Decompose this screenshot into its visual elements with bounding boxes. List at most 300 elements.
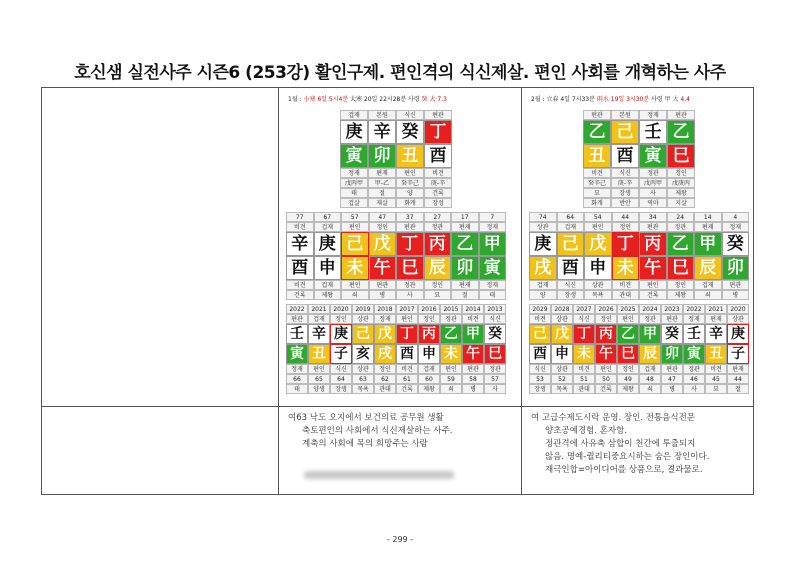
year-ten-god: 정재 [286, 364, 308, 374]
year-stage: 제왕 [418, 384, 440, 394]
hidden-stems: 戊丙甲 [340, 178, 368, 188]
twelve-stage: 사 [639, 188, 667, 198]
pillar-ten-god: 비견 [424, 168, 452, 178]
year-stem: 戊 [374, 324, 396, 344]
year-ten-god: 정인 [418, 314, 440, 324]
year-ten-god: 비견 [462, 314, 484, 324]
daewoon-ten-god: 정관 [396, 280, 424, 290]
daewoon-ten-god: 정재 [722, 222, 750, 232]
spirit-star: 화개 [583, 198, 611, 208]
year-ten-god: 식신 [529, 364, 551, 374]
daewoon-stage: 절 [451, 290, 479, 300]
year-stem: 丁 [573, 324, 595, 344]
pillar-ten-god: 편관 [424, 110, 452, 120]
daewoon-age: 57 [341, 212, 369, 222]
year-stem: 丙 [418, 324, 440, 344]
year-label: 2020 [330, 304, 352, 314]
year-branch: 申 [418, 344, 440, 364]
year-branch: 午 [462, 344, 484, 364]
daewoon-age: 17 [451, 212, 479, 222]
year-stage: 관대 [374, 384, 396, 394]
daewoon-stem: 乙 [667, 232, 695, 256]
daewoon-ten-god: 겁재 [694, 280, 722, 290]
daewoon-stem: 丁 [612, 232, 640, 256]
year-ten-god: 편관 [661, 364, 683, 374]
note-line: 여63 낙도 오지에서 보건의료 공무원 생활 [288, 413, 444, 423]
year-branch: 亥 [352, 344, 374, 364]
note-line: 축토편인의 사회에서 식신제살하는 사주. [302, 426, 453, 436]
year-stage: 관대 [573, 384, 595, 394]
daewoon-ten-god: 편인 [584, 222, 612, 232]
pillar-ten-god: 정재 [639, 110, 667, 120]
daewoon-branch: 酉 [557, 256, 585, 280]
year-ten-god: 편인 [396, 314, 418, 324]
year-stem: 己 [529, 324, 551, 344]
year-ten-god: 편관 [661, 314, 683, 324]
year-stem: 庚 [727, 324, 749, 344]
daewoon-stem: 庚 [314, 232, 342, 256]
daewoon-ten-god: 편관 [369, 280, 397, 290]
heavenly-stem: 乙 [583, 120, 611, 144]
header-segment: 1월 : [288, 96, 304, 103]
twelve-stage: 절 [368, 188, 396, 198]
year-age: 59 [440, 374, 462, 384]
spirit-star: 겁살 [340, 198, 368, 208]
redacted-text [304, 471, 454, 479]
chart-header [531, 94, 690, 103]
note-line: 양초공예경험. 혼자함. [545, 426, 628, 436]
year-stage: 사 [484, 384, 506, 394]
year-stage: 목욕 [352, 384, 374, 394]
year-ten-god: 정관 [484, 364, 506, 374]
daewoon-stage: 병 [369, 290, 397, 300]
hidden-stems: 戊丙甲 [639, 178, 667, 188]
daewoon-ten-god: 겁재 [314, 280, 342, 290]
earthly-branch: 寅 [639, 144, 667, 168]
daewoon-branch: 巳 [396, 256, 424, 280]
daewoon-ten-god: 식신 [557, 280, 585, 290]
note-line: 여 고급수제도시락 운영. 장인. 전통음식전문 [531, 413, 696, 423]
year-ten-god: 겁재 [639, 364, 661, 374]
daewoon-ten-god: 정인 [612, 222, 640, 232]
pillar-ten-god: 비견 [583, 168, 611, 178]
year-stem: 乙 [440, 324, 462, 344]
spirit-star: 장성 [424, 198, 452, 208]
year-ten-god: 편인 [308, 364, 330, 374]
year-branch: 寅 [286, 344, 308, 364]
daewoon-stage: 제왕 [667, 290, 695, 300]
heavenly-stem: 辛 [368, 120, 396, 144]
year-branch: 辰 [639, 344, 661, 364]
spirit-star: 반안 [611, 198, 639, 208]
daewoon-ten-god: 편관 [396, 222, 424, 232]
year-ten-god: 편관 [286, 314, 308, 324]
note-line: 정관격에 사유축 삼합이 천간에 투출되지 [545, 439, 696, 449]
divider [278, 88, 279, 494]
year-stem: 癸 [661, 324, 683, 344]
twelve-stage: 제왕 [667, 188, 695, 198]
daewoon-branch: 辰 [694, 256, 722, 280]
daewoon-ten-god: 정관 [667, 222, 695, 232]
daewoon-age: 7 [479, 212, 507, 222]
year-stage: 목욕 [551, 384, 573, 394]
saju-chart-1 [286, 94, 508, 400]
year-age: 50 [595, 374, 617, 384]
year-ten-god: 정인 [617, 364, 639, 374]
daewoon-stage: 건록 [639, 290, 667, 300]
daewoon-age: 54 [584, 212, 612, 222]
daewoon-ten-god: 정인 [369, 222, 397, 232]
year-branch: 未 [440, 344, 462, 364]
year-ten-god: 정관 [440, 314, 462, 324]
year-label: 2028 [551, 304, 573, 314]
year-branch: 午 [595, 344, 617, 364]
daewoon-branch: 卯 [451, 256, 479, 280]
daewoon-ten-god: 상관 [584, 280, 612, 290]
daewoon-age: 77 [286, 212, 314, 222]
daewoon-age: 74 [529, 212, 557, 222]
year-age: 66 [286, 374, 308, 384]
heavenly-stem: 丁 [424, 120, 452, 144]
earthly-branch: 丑 [396, 144, 424, 168]
spirit-star: 재살 [368, 198, 396, 208]
pillar-ten-god: 정재 [340, 168, 368, 178]
year-stage: 건록 [396, 384, 418, 394]
daewoon-stem: 己 [557, 232, 585, 256]
year-stem: 壬 [683, 324, 705, 344]
year-branch: 丑 [308, 344, 330, 364]
daewoon-stem: 戊 [584, 232, 612, 256]
daewoon-stem: 甲 [694, 232, 722, 256]
daewoon-ten-god: 편인 [341, 222, 369, 232]
chart-header [288, 94, 447, 103]
daewoon-age: 67 [314, 212, 342, 222]
daewoon-stem: 甲 [479, 232, 507, 256]
year-age: 64 [330, 374, 352, 384]
twelve-stage: 묘 [583, 188, 611, 198]
year-ten-god: 정재 [374, 314, 396, 324]
spirit-star: 역마 [639, 198, 667, 208]
year-ten-god: 비견 [573, 364, 595, 374]
year-ten-god: 겁재 [418, 364, 440, 374]
header-segment: 2월 : 立春 4일 7시33분 [531, 96, 597, 103]
daewoon-stage: 건록 [286, 290, 314, 300]
year-ten-god: 상관 [551, 364, 573, 374]
daewoon-branch: 午 [639, 256, 667, 280]
content-table [41, 87, 754, 495]
daewoon-branch: 戌 [529, 256, 557, 280]
note-line: 않음. 명예-퀄리티중요시하는 숨은 장인이다. [545, 452, 710, 462]
daewoon-age: 4 [722, 212, 750, 222]
year-stem: 癸 [484, 324, 506, 344]
daewoon-branch: 卯 [722, 256, 750, 280]
year-stem: 甲 [639, 324, 661, 344]
heavenly-stem: 己 [611, 120, 639, 144]
daewoon-age: 27 [424, 212, 452, 222]
daewoon-ten-god: 편관 [639, 222, 667, 232]
year-age: 46 [683, 374, 705, 384]
year-ten-god: 식신 [484, 314, 506, 324]
pillar-ten-god: 편관 [583, 110, 611, 120]
year-ten-god: 정인 [595, 314, 617, 324]
earthly-branch: 寅 [340, 144, 368, 168]
year-label: 2029 [529, 304, 551, 314]
year-ten-god: 정재 [683, 314, 705, 324]
earthly-branch: 酉 [611, 144, 639, 168]
year-stem: 乙 [617, 324, 639, 344]
header-segment: 甲 大 4.4 [664, 96, 690, 103]
year-age: 52 [551, 374, 573, 384]
heavenly-stem: 乙 [667, 120, 695, 144]
year-stage: 태 [286, 384, 308, 394]
spirit-star: 지살 [667, 198, 695, 208]
year-ten-god: 정인 [374, 364, 396, 374]
year-age: 65 [308, 374, 330, 384]
year-stem: 己 [352, 324, 374, 344]
year-stage: 건록 [595, 384, 617, 394]
daewoon-ten-god: 겁재 [529, 280, 557, 290]
year-label: 2027 [573, 304, 595, 314]
daewoon-ten-god: 편인 [341, 280, 369, 290]
year-stem: 戊 [551, 324, 573, 344]
daewoon-stem: 癸 [722, 232, 750, 256]
daewoon-stage: 사 [396, 290, 424, 300]
year-label: 2015 [440, 304, 462, 314]
year-label: 2021 [308, 304, 330, 314]
year-ten-god: 정관 [639, 314, 661, 324]
daewoon-stage: 쇠 [694, 290, 722, 300]
daewoon-age: 34 [639, 212, 667, 222]
year-stage: 병 [661, 384, 683, 394]
year-stem: 庚 [330, 324, 352, 344]
year-ten-god: 편재 [705, 314, 727, 324]
spirit-star: 화개 [396, 198, 424, 208]
pillar-ten-god: 정관 [639, 168, 667, 178]
year-age: 48 [639, 374, 661, 384]
year-stage: 장생 [529, 384, 551, 394]
hidden-stems: 癸辛己 [583, 178, 611, 188]
year-ten-god: 정인 [330, 314, 352, 324]
year-age: 60 [418, 374, 440, 384]
daewoon-stem: 丙 [639, 232, 667, 256]
heavenly-stem: 癸 [396, 120, 424, 144]
pillar-ten-god: 본원 [368, 110, 396, 120]
year-ten-god: 비견 [529, 314, 551, 324]
year-stage: 병 [462, 384, 484, 394]
earthly-branch: 巳 [667, 144, 695, 168]
year-ten-god: 식신 [573, 314, 595, 324]
header-segment: 癸 大 7.3 [421, 96, 447, 103]
year-age: 45 [705, 374, 727, 384]
hidden-stems: 戊庚丙 [667, 178, 695, 188]
daewoon-branch: 巳 [667, 256, 695, 280]
divider [521, 88, 522, 494]
year-branch: 丑 [705, 344, 727, 364]
daewoon-age: 47 [369, 212, 397, 222]
daewoon-stage: 병 [722, 290, 750, 300]
daewoon-ten-god: 정재 [479, 222, 507, 232]
year-ten-god: 상관 [352, 364, 374, 374]
page-number: - 299 - [386, 535, 414, 544]
year-ten-god: 비견 [705, 364, 727, 374]
header-segment: 雨水 19일 3시30분 [596, 96, 650, 103]
year-age: 53 [529, 374, 551, 384]
hidden-stems: 庚-辛 [611, 178, 639, 188]
pillar-ten-god: 편관 [667, 110, 695, 120]
year-age: 62 [374, 374, 396, 384]
year-age: 57 [484, 374, 506, 384]
year-label: 2014 [462, 304, 484, 314]
year-stage: 장생 [330, 384, 352, 394]
daewoon-ten-god: 편재 [451, 280, 479, 290]
year-stem: 壬 [286, 324, 308, 344]
daewoon-ten-god: 겁재 [314, 222, 342, 232]
daewoon-stem: 戊 [369, 232, 397, 256]
daewoon-ten-god: 편재 [694, 222, 722, 232]
year-stem: 丙 [595, 324, 617, 344]
daewoon-age: 37 [396, 212, 424, 222]
year-stage: 제왕 [617, 384, 639, 394]
daewoon-ten-god: 상관 [529, 222, 557, 232]
daewoon-stage: 쇠 [341, 290, 369, 300]
year-ten-god: 편인 [617, 314, 639, 324]
daewoon-branch: 寅 [479, 256, 507, 280]
year-branch: 子 [727, 344, 749, 364]
pillar-ten-god: 편재 [368, 168, 396, 178]
daewoon-ten-god: 편관 [722, 280, 750, 290]
hidden-stems: 甲-乙 [368, 178, 396, 188]
year-label: 2026 [595, 304, 617, 314]
year-ten-god: 편관 [462, 364, 484, 374]
daewoon-stage: 태 [479, 290, 507, 300]
daewoon-stage: 목욕 [584, 290, 612, 300]
daewoon-branch: 未 [612, 256, 640, 280]
earthly-branch: 卯 [368, 144, 396, 168]
year-ten-god: 상관 [727, 314, 749, 324]
daewoon-ten-god: 정인 [667, 280, 695, 290]
year-label: 2019 [352, 304, 374, 314]
daewoon-ten-god: 겁재 [557, 222, 585, 232]
year-stage: 쇠 [639, 384, 661, 394]
daewoon-stem: 己 [341, 232, 369, 256]
daewoon-stem: 辛 [286, 232, 314, 256]
year-stage: 쇠 [440, 384, 462, 394]
year-age: 44 [727, 374, 749, 384]
year-label: 2022 [683, 304, 705, 314]
pillar-ten-god: 정인 [667, 168, 695, 178]
year-branch: 子 [330, 344, 352, 364]
year-branch: 巳 [484, 344, 506, 364]
daewoon-ten-god: 정관 [424, 222, 452, 232]
year-stage: 절 [727, 384, 749, 394]
daewoon-ten-god: 비견 [286, 280, 314, 290]
year-ten-god: 비견 [396, 364, 418, 374]
year-label: 2018 [374, 304, 396, 314]
year-age: 51 [573, 374, 595, 384]
pillar-ten-god: 식신 [396, 110, 424, 120]
year-age: 58 [462, 374, 484, 384]
year-ten-god: 정관 [683, 364, 705, 374]
saju-chart-2 [529, 94, 751, 400]
year-ten-god: 편인 [595, 364, 617, 374]
daewoon-stage: 묘 [424, 290, 452, 300]
daewoon-branch: 午 [369, 256, 397, 280]
year-age: 47 [661, 374, 683, 384]
daewoon-branch: 未 [341, 256, 369, 280]
case-note-1 [288, 412, 518, 451]
pillar-ten-god: 편인 [396, 168, 424, 178]
year-label: 2016 [418, 304, 440, 314]
earthly-branch: 丑 [583, 144, 611, 168]
year-stem: 辛 [308, 324, 330, 344]
hidden-stems: 癸辛己 [396, 178, 424, 188]
twelve-stage: 장생 [611, 188, 639, 198]
year-label: 2021 [705, 304, 727, 314]
daewoon-stage: 관대 [612, 290, 640, 300]
daewoon-ten-god: 편재 [451, 222, 479, 232]
heavenly-stem: 庚 [340, 120, 368, 144]
year-ten-god: 겁재 [308, 314, 330, 324]
daewoon-branch: 申 [584, 256, 612, 280]
twelve-stage: 건록 [424, 188, 452, 198]
daewoon-age: 14 [694, 212, 722, 222]
year-label: 2022 [286, 304, 308, 314]
year-ten-god: 편재 [727, 364, 749, 374]
year-ten-god: 상관 [551, 314, 573, 324]
daewoon-stage: 장생 [557, 290, 585, 300]
year-stage: 묘 [705, 384, 727, 394]
year-label: 2023 [661, 304, 683, 314]
year-branch: 戌 [374, 344, 396, 364]
daewoon-ten-god: 정재 [479, 280, 507, 290]
year-stem: 辛 [705, 324, 727, 344]
case-note-2 [531, 412, 753, 477]
year-label: 2025 [617, 304, 639, 314]
year-label: 2017 [396, 304, 418, 314]
year-stage: 사 [683, 384, 705, 394]
divider [42, 406, 753, 407]
daewoon-ten-god: 정인 [424, 280, 452, 290]
year-branch: 酉 [529, 344, 551, 364]
twelve-stage: 태 [340, 188, 368, 198]
daewoon-ten-god: 비견 [612, 280, 640, 290]
year-ten-god: 상관 [352, 314, 374, 324]
hidden-stems: 庚-辛 [424, 178, 452, 188]
daewoon-stem: 丁 [396, 232, 424, 256]
daewoon-branch: 酉 [286, 256, 314, 280]
year-age: 49 [617, 374, 639, 384]
daewoon-stem: 乙 [451, 232, 479, 256]
pillar-ten-god: 식신 [611, 168, 639, 178]
daewoon-branch: 辰 [424, 256, 452, 280]
year-branch: 卯 [661, 344, 683, 364]
daewoon-stem: 丙 [424, 232, 452, 256]
year-ten-god: 식신 [330, 364, 352, 374]
note-line: 재극인합=아이디어를 상품으로, 결과물로. [545, 465, 703, 475]
daewoon-branch: 申 [314, 256, 342, 280]
year-label: 2024 [639, 304, 661, 314]
twelve-stage: 양 [396, 188, 424, 198]
daewoon-stage: 양 [529, 290, 557, 300]
year-branch: 未 [573, 344, 595, 364]
year-branch: 申 [551, 344, 573, 364]
year-age: 61 [396, 374, 418, 384]
header-segment: 大寒 20일 22시28분 사령 [348, 96, 422, 103]
year-stage: 양생 [308, 384, 330, 394]
header-segment: 사령 [649, 96, 665, 103]
year-branch: 寅 [683, 344, 705, 364]
daewoon-stage: 제왕 [314, 290, 342, 300]
